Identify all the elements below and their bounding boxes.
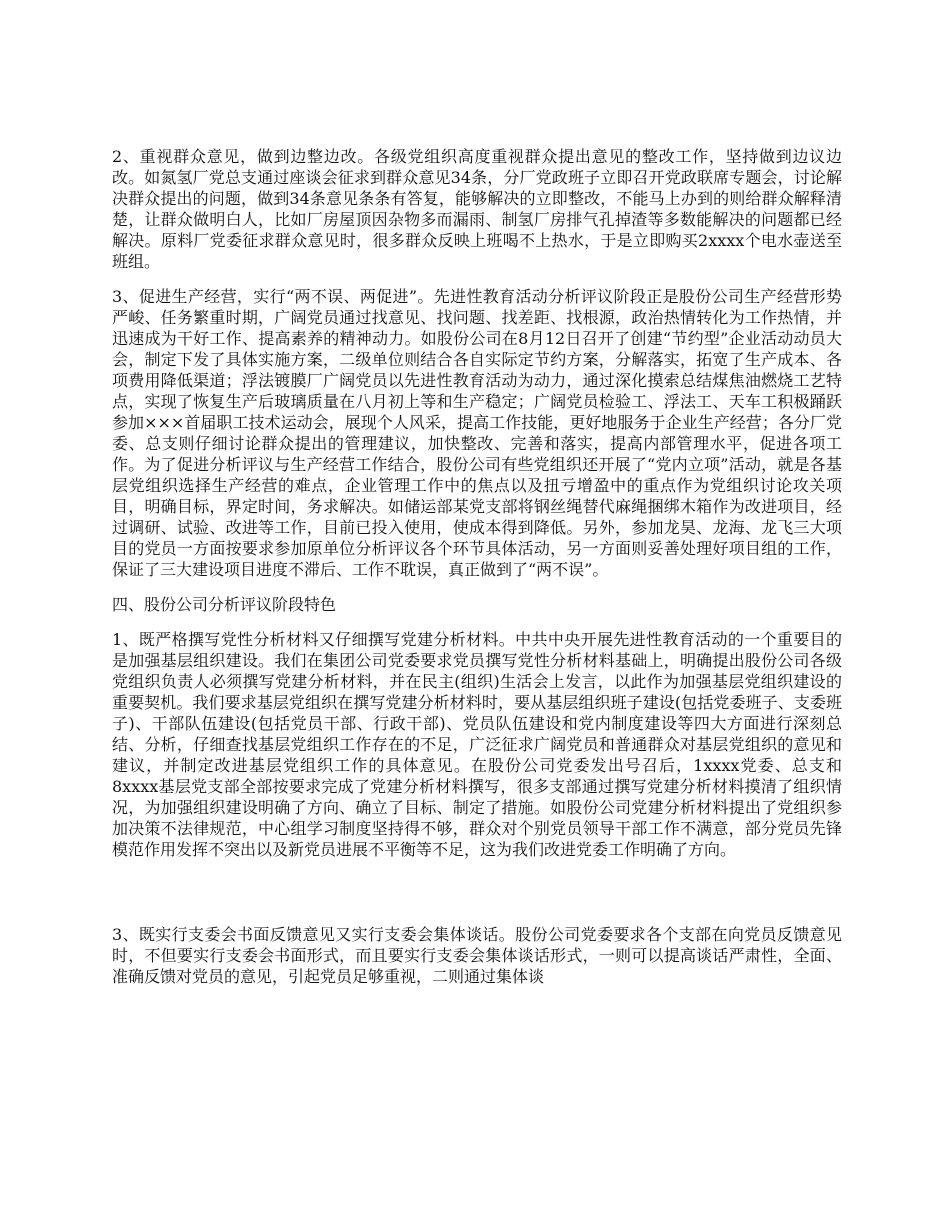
paragraph-gap [112,580,842,594]
section-heading: 四、股份公司分析评议阶段特色 [112,595,337,614]
paragraph-gap [112,272,842,286]
paragraph-production: 3、促进生产经营，实行“两不误、两促进”。先进性教育活动分析评议阶段正是股份公司生产经营形势严峻、任务繁重时期，广阔党员通过找意见、找问题、找差距、找根源，政治热情转化为工作热情，并迅速成为干好工作、提高素养的精神动力。如股份公司在8月12日召开了创建“节约型”企业活动动员大会，制定下发了具体实施方案，二级单位则结合各自实际定节约方案，分解落实，拓宽了生产成本、各项费用降低渠道；浮法镀膜厂广阔党员以先进性教育活动为动力，通过深化摸索总结煤焦油燃烧工艺特点，实现了恢复生产后玻璃质量在八月初上等和生产稳定；广阔党员检验工、浮法工、天车工积极踊跃参加×××首届职工技术运动会，展现个人风采，提高工作技能，更好地服务于企业生产经营；各分厂党委、总支则仔细讨论群众提出的管理建议，加快整改、完善和落实，提高内部管理水平，促进各项工作。为了促进分析评议与生产经营工作结合，股份公司有些党组织还开展了“党内立项”活动，就是各基层党组织选择生产经营的难点，企业管理工作中的焦点以及扭亏增盈中的重点作为党组织讨论攻关项目，明确目标，界定时间，务求解决。如储运部某党支部将钢丝绳替代麻绳捆绑木箱作为改进项目，经过调研、试验、改进等工作，目前已投入使用，使成本得到降低。另外，参加龙昊、龙海、龙飞三大项目的党员一方面按要求参加原单位分析评议各个环节具体活动，另一方面则妥善处理好项目组的工作，保证了三大建设项目进度不滞后、工作不耽误，真正做到了“两不误”。 [112,287,842,579]
paragraph-committee-feedback: 3、既实行支委会书面反馈意见又实行支委会集体谈话。股份公司党委要求各个支部在向党员反馈意见时，不但要实行支委会书面形式，而且要实行支委会集体谈话形式，一则可以提高谈话严肃性，全面、准确反馈对党员的意见，引起党员足够重视，二则通过集体谈 [112,925,842,986]
paragraph-analysis-materials: 1、既严格撰写党性分析材料又仔细撰写党建分析材料。中共中央开展先进性教育活动的一个重要目的是加强基层组织建设。我们在集团公司党委要求党员撰写党性分析材料基础上，明确提出股份公司各级党组织负责人必须撰写党建分析材料，并在民主(组织)生活会上发言，以此作为加强基层党组织建设的重要契机。我们要求基层党组织在撰写党建分析材料时，要从基层组织班子建设(包括党委班子、支委班子)、干部队伍建设(包括党员干部、行政干部)、党员队伍建设和党内制度建设等四大方面进行深刻总结、分析，仔细查找基层党组织工作存在的不足，广泛征求广阔党员和普通群众对基层党组织的意见和建议，并制定改进基层党组织工作的具体意见。在股份公司党委发出号召后，1xxxx党委、总支和8xxxx基层党支部全部按要求完成了党建分析材料撰写，很多支部通过撰写党建分析材料摸清了组织情况，为加强组织建设明确了方向、确立了目标、制定了措施。如股份公司党建分析材料提出了党组织参加决策不法律规范，中心组学习制度坚持得不够，群众对个别党员领导干部工作不满意，部分党员先锋模范作用发挥不突出以及新党员进展不平衡等不足，这为我们改进党委工作明确了方向。 [112,630,842,859]
document-page [112,146,842,987]
paragraph-gap [112,615,842,629]
paragraph-gap [112,860,842,924]
paragraph-rectification: 2、重视群众意见，做到边整边改。各级党组织高度重视群众提出意见的整改工作，坚持做到边议边改。如氮氢厂党总支通过座谈会征求到群众意见34条，分厂党政班子立即召开党政联席专题会，讨论解决群众提出的问题，做到34条意见条条有答复，能够解决的立即整改，不能马上办到的则给群众解释清楚，让群众做明白人，比如厂房屋顶因杂物多而漏雨、制氢厂房排气孔掉渣等多数能解决的问题都已经解决。原料厂党委征求群众意见时，很多群众反映上班喝不上热水，于是立即购买2xxxx个电水壶送至班组。 [112,147,842,271]
